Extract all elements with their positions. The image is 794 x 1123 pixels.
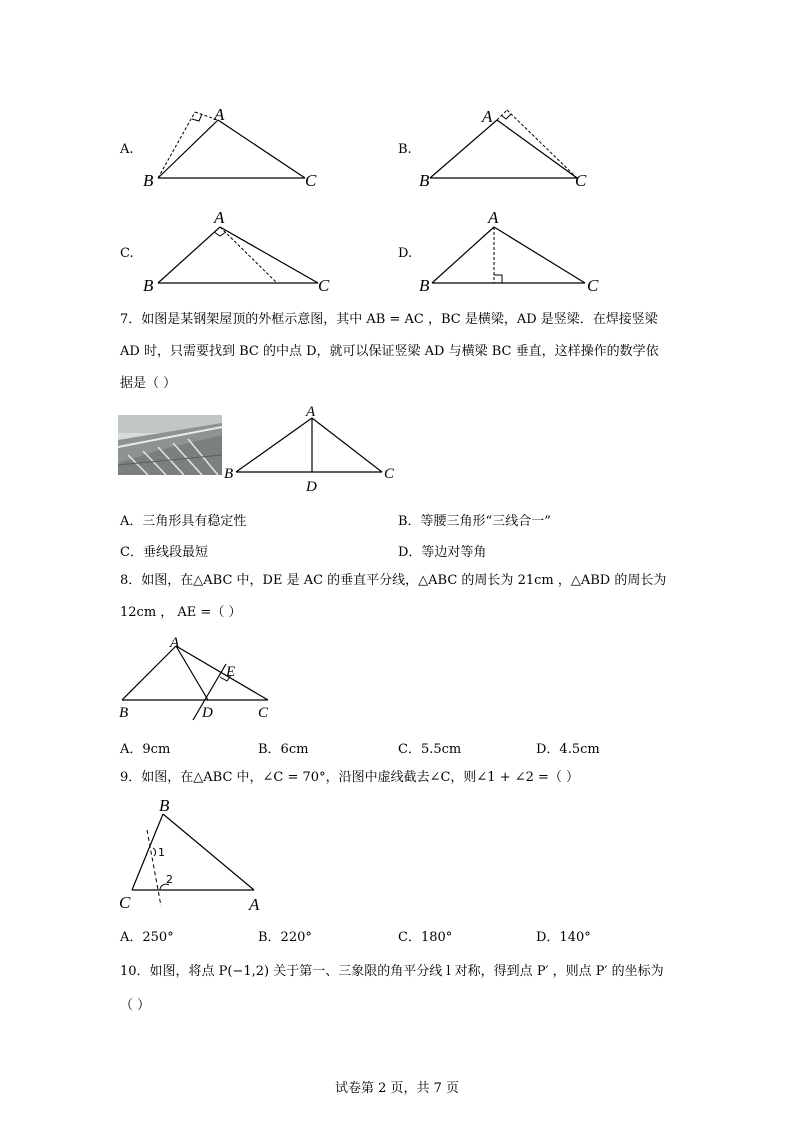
q9-option-a: A．250° bbox=[120, 930, 174, 945]
q7-point-d: D bbox=[306, 479, 317, 495]
q6b-point-b: B bbox=[419, 171, 430, 190]
q6-figure-c bbox=[140, 205, 340, 300]
q6d-point-c: C bbox=[587, 276, 599, 295]
q8-point-c: C bbox=[258, 705, 269, 721]
q7-stem-line1: 7．如图是某钢架屋顶的外框示意图，其中 AB = AC ，BC 是横梁，AD 是竖梁．在焊接竖梁 bbox=[120, 312, 658, 327]
q8-stem-line2: 12cm ， AE =（ ） bbox=[120, 605, 242, 620]
q7-option-a: A．三角形具有稳定性 bbox=[120, 514, 247, 529]
q9-figure bbox=[116, 794, 276, 914]
q7-point-b: B bbox=[224, 466, 234, 482]
q9-option-d: D．140° bbox=[536, 930, 591, 945]
q7-figure bbox=[222, 400, 407, 495]
q8-option-c: C．5.5cm bbox=[398, 742, 462, 757]
q9-stem-line1: 9．如图，在△ABC 中，∠C = 70°，沿图中虚线截去∠C，则∠1 + ∠2 =（ ） bbox=[120, 770, 580, 785]
q6b-point-a: A bbox=[482, 107, 493, 126]
page-footer: 试卷第 2 页，共 7 页 bbox=[334, 1081, 460, 1096]
q9-option-b: B．220° bbox=[258, 930, 312, 945]
q6-option-d-label: D. bbox=[398, 246, 413, 261]
q7-option-d: D．等边对等角 bbox=[398, 545, 487, 560]
q8-option-a: A．9cm bbox=[120, 742, 171, 757]
q8-point-d: D bbox=[202, 705, 213, 721]
q6-option-c-label: C. bbox=[120, 246, 134, 261]
q7-point-a: A bbox=[306, 404, 316, 420]
q9-angle-1: 1 bbox=[158, 846, 165, 859]
q6a-point-c: C bbox=[305, 171, 317, 190]
q7-stem-line3: 据是（ ） bbox=[120, 376, 177, 391]
q9-point-a: A bbox=[249, 895, 260, 914]
q8-point-a: A bbox=[170, 635, 180, 651]
q8-point-e: E bbox=[226, 664, 236, 680]
q6-option-a-label: A. bbox=[120, 142, 134, 157]
q8-option-d: D．4.5cm bbox=[536, 742, 600, 757]
q9-point-c: C bbox=[119, 893, 131, 912]
q10-stem-line2: （ ） bbox=[120, 998, 151, 1013]
q6-figure-b bbox=[415, 100, 615, 195]
q6-option-b-label: B. bbox=[398, 142, 412, 157]
q6c-point-b: B bbox=[143, 276, 154, 295]
q7-point-c: C bbox=[384, 466, 395, 482]
q8-option-b: B．6cm bbox=[258, 742, 309, 757]
q7-option-c: C．垂线段最短 bbox=[120, 545, 208, 560]
q9-angle-2: 2 bbox=[166, 873, 173, 886]
q8-point-b: B bbox=[119, 705, 129, 721]
q7-stem-line2: AD 时，只需要找到 BC 的中点 D，就可以保证竖梁 AD 与横梁 BC 垂直，这样操作的数学依 bbox=[120, 344, 659, 359]
q6-figure-a bbox=[140, 100, 340, 195]
q6d-point-b: B bbox=[419, 276, 430, 295]
q6c-point-a: A bbox=[214, 208, 225, 227]
q6-figure-d bbox=[415, 205, 615, 300]
q6c-point-c: C bbox=[318, 276, 330, 295]
q6a-point-a: A bbox=[214, 105, 225, 124]
q8-stem-line1: 8．如图，在△ABC 中，DE 是 AC 的垂直平分线，△ABC 的周长为 21cm ，△ABD 的周长为 bbox=[120, 573, 667, 588]
q6d-point-a: A bbox=[488, 208, 499, 227]
q9-point-b: B bbox=[159, 796, 170, 815]
steel-roof-photo bbox=[118, 415, 222, 475]
q9-option-c: C．180° bbox=[398, 930, 453, 945]
q10-stem-line1: 10．如图，将点 P(−1,2) 关于第一、三象限的角平分线 l 对称，得到点 P′ ，则点 P′ 的坐标为 bbox=[120, 964, 664, 979]
q7-option-b: B．等腰三角形“三线合一” bbox=[398, 514, 551, 529]
q6a-point-b: B bbox=[143, 171, 154, 190]
q8-figure bbox=[116, 632, 281, 722]
q6b-point-c: C bbox=[575, 171, 587, 190]
